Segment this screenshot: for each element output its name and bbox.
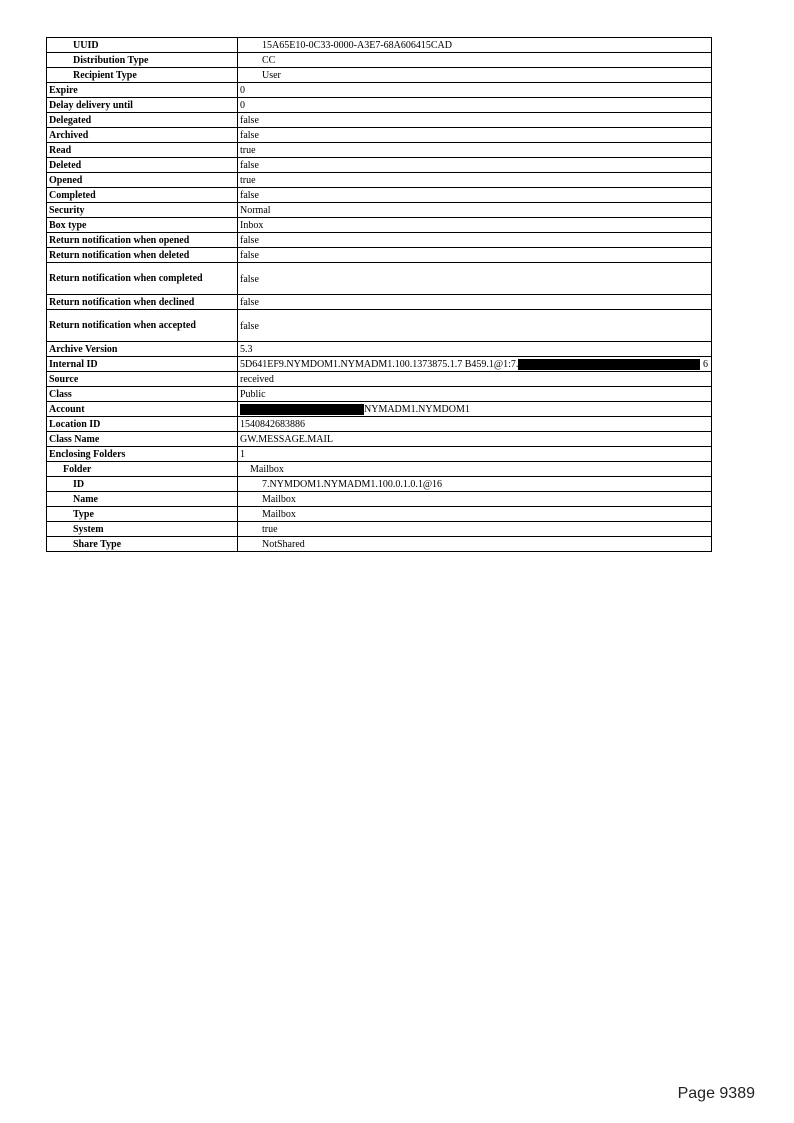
row-value-class-name: GW.MESSAGE.MAIL	[238, 432, 712, 447]
table-row	[47, 188, 712, 203]
row-value-opened: true	[238, 173, 712, 188]
table-row	[47, 387, 712, 402]
table-row	[47, 143, 712, 158]
table-row	[47, 537, 712, 552]
row-label-recipient-type: Recipient Type	[47, 68, 238, 83]
row-label-security: Security	[47, 203, 238, 218]
table-row	[47, 507, 712, 522]
row-label-enclosing-folders: Enclosing Folders	[47, 447, 238, 462]
row-value-security: Normal	[238, 203, 712, 218]
table-row	[47, 372, 712, 387]
row-label-delay-delivery: Delay delivery until	[47, 98, 238, 113]
row-label-class: Class	[47, 387, 238, 402]
row-value-source: received	[238, 372, 712, 387]
row-value-internal-id	[238, 357, 712, 372]
redaction-bar	[518, 359, 700, 370]
row-label-folder: Folder	[47, 462, 238, 477]
row-value-delegated: false	[238, 113, 712, 128]
page-number: Page 9389	[677, 1085, 755, 1102]
row-value-archived: false	[238, 128, 712, 143]
row-label-archived: Archived	[47, 128, 238, 143]
table-row	[47, 522, 712, 537]
table-row	[47, 402, 712, 417]
table-row	[47, 83, 712, 98]
row-label-completed: Completed	[47, 188, 238, 203]
table-row	[47, 357, 712, 372]
row-value-location-id: 1540842683886	[238, 417, 712, 432]
row-label-source: Source	[47, 372, 238, 387]
row-value-notify-deleted: false	[238, 248, 712, 263]
row-label-deleted: Deleted	[47, 158, 238, 173]
row-value-enclosing-folders: 1	[238, 447, 712, 462]
row-label-opened: Opened	[47, 173, 238, 188]
table-row	[47, 158, 712, 173]
internal-id-suffix: 6	[703, 359, 708, 370]
table-row	[47, 98, 712, 113]
row-label-location-id: Location ID	[47, 417, 238, 432]
table-row	[47, 68, 712, 83]
row-label-internal-id: Internal ID	[47, 357, 238, 372]
row-label-delegated: Delegated	[47, 113, 238, 128]
row-label-account: Account	[47, 402, 238, 417]
account-text: NYMADM1.NYMDOM1	[364, 404, 470, 416]
table-row	[47, 342, 712, 357]
table-row	[47, 447, 712, 462]
table-row	[47, 462, 712, 477]
row-value-archive-version: 5.3	[238, 342, 712, 357]
row-value-notify-opened: false	[238, 233, 712, 248]
table-row	[47, 432, 712, 447]
table-row	[47, 53, 712, 68]
row-value-account	[238, 402, 712, 417]
row-label-archive-version: Archive Version	[47, 342, 238, 357]
row-value-box-type: Inbox	[238, 218, 712, 233]
redaction-bar	[240, 404, 364, 415]
row-label-folder-type: Type	[47, 507, 238, 522]
row-value-read: true	[238, 143, 712, 158]
row-value-expire: 0	[238, 83, 712, 98]
table-row	[47, 477, 712, 492]
row-label-folder-system: System	[47, 522, 238, 537]
row-label-folder-name: Name	[47, 492, 238, 507]
row-value-folder-name: Mailbox	[238, 492, 712, 507]
row-label-folder-id: ID	[47, 477, 238, 492]
table-row	[47, 233, 712, 248]
row-label-read: Read	[47, 143, 238, 158]
table-row	[47, 218, 712, 233]
row-value-folder: Mailbox	[238, 462, 712, 477]
row-value-class: Public	[238, 387, 712, 402]
table-row	[47, 492, 712, 507]
internal-id-text: 5D641EF9.NYMDOM1.NYMADM1.100.1373875.1.7 B459.1@1:7.	[240, 359, 519, 370]
table-row	[47, 310, 712, 342]
row-label-class-name: Class Name	[47, 432, 238, 447]
table-row	[47, 203, 712, 218]
row-label-notify-opened: Return notification when opened	[47, 233, 238, 248]
table-row	[47, 248, 712, 263]
row-label-notify-completed: Return notification when completed	[47, 263, 238, 295]
row-label-distribution-type: Distribution Type	[47, 53, 238, 68]
row-value-share-type: NotShared	[238, 537, 712, 552]
row-value-notify-declined: false	[238, 295, 712, 310]
table-row	[47, 173, 712, 188]
row-value-folder-type: Mailbox	[238, 507, 712, 522]
row-value-notify-accepted: false	[238, 310, 712, 342]
row-value-deleted: false	[238, 158, 712, 173]
row-value-notify-completed: false	[238, 263, 712, 295]
row-label-share-type: Share Type	[47, 537, 238, 552]
row-value-folder-id: 7.NYMDOM1.NYMADM1.100.0.1.0.1@16	[238, 477, 712, 492]
row-value-delay-delivery: 0	[238, 98, 712, 113]
table-row	[47, 113, 712, 128]
row-label-expire: Expire	[47, 83, 238, 98]
row-value-uuid: 15A65E10-0C33-0000-A3E7-68A606415CAD	[238, 38, 712, 53]
properties-table	[46, 37, 712, 552]
row-value-folder-system: true	[238, 522, 712, 537]
row-label-uuid: UUID	[47, 38, 238, 53]
table-row	[47, 128, 712, 143]
row-label-notify-accepted: Return notification when accepted	[47, 310, 238, 342]
table-row	[47, 38, 712, 53]
row-label-notify-declined: Return notification when declined	[47, 295, 238, 310]
row-value-completed: false	[238, 188, 712, 203]
table-row	[47, 417, 712, 432]
table-row	[47, 263, 712, 295]
row-label-box-type: Box type	[47, 218, 238, 233]
table-row	[47, 295, 712, 310]
row-value-recipient-type: User	[238, 68, 712, 83]
row-label-notify-deleted: Return notification when deleted	[47, 248, 238, 263]
row-value-distribution-type: CC	[238, 53, 712, 68]
